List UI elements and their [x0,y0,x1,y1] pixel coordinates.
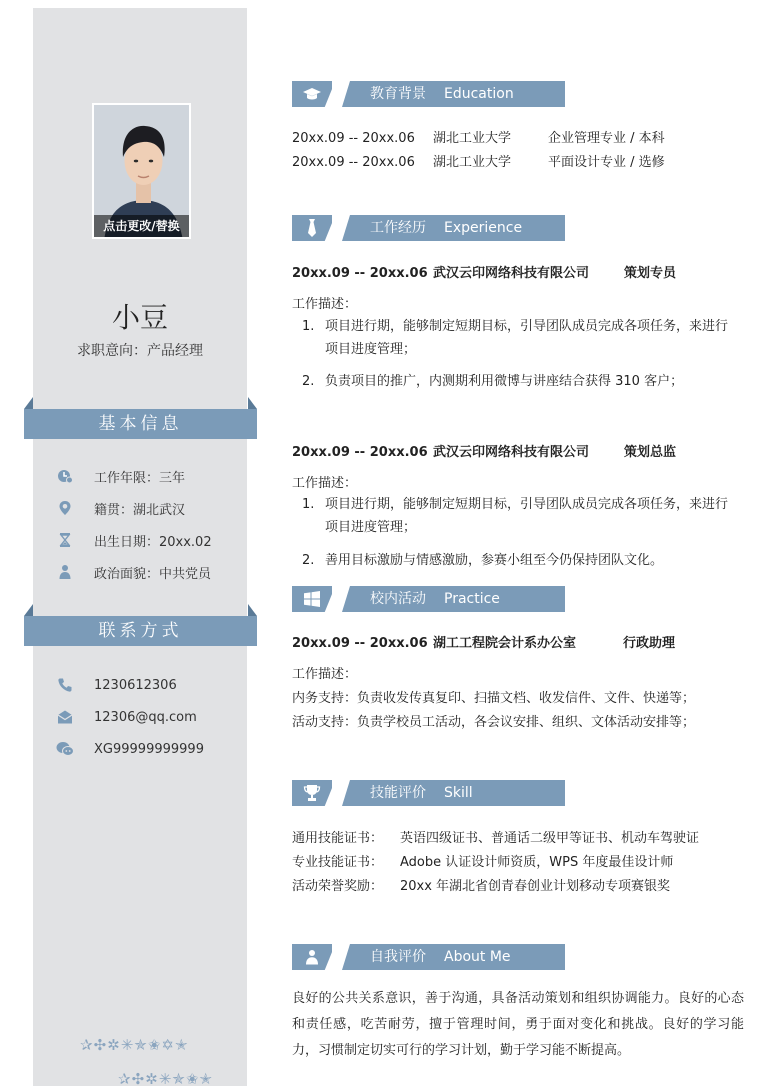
practice-org: 湖工工程院会计系办公室 [433,636,577,651]
skill-label: 专业技能证书： [292,855,384,870]
job-desc-label: 工作描述： [292,476,358,491]
education-period: 20xx.09 -- 20xx.06 [292,155,415,170]
job-company: 武汉云印网络科技有限公司 [433,445,590,460]
education-title-cn: 教育背景 [370,86,426,102]
skill-title-cn: 技能评价 [370,785,426,801]
skill-title-en: Skill [444,785,473,801]
skill-value: 20xx 年湖北省创青春创业计划移动专项赛银奖 [400,879,671,894]
practice-title-en: Practice [444,591,500,607]
education-period: 20xx.09 -- 20xx.06 [292,131,415,146]
basic-info-header: 基本信息 [24,409,257,439]
experience-title-en: Experience [444,220,523,236]
photo-caption[interactable]: 点击更改/替换 [94,215,189,237]
contact-item [56,733,246,765]
skill-value: Adobe 认证设计师资质，WPS 年度最佳设计师 [400,855,674,870]
practice-line: 内务支持：负责收发传真复印、扫描文档、收发信件、文件、快递等； [292,691,696,706]
job-duty-item: 1. 项目进行期，能够制定短期目标，引导团队成员完成各项任务，来进行项目进度管理； [302,497,729,535]
education-major: 平面设计专业 / 选修 [548,155,665,170]
contact-item [56,701,246,733]
practice-line: 活动支持：负责学校员工活动，各会议安排、组织、文体活动安排等； [292,715,696,730]
education-section-header [292,81,565,107]
decorative-stars: ✰✣✲✳✯✬✡✭ [80,1036,189,1054]
job-company: 武汉云印网络科技有限公司 [433,266,590,281]
chat-icon [56,740,74,758]
candidate-name: 小豆 [111,301,168,334]
job-period: 20xx.09 -- 20xx.06 [292,445,428,460]
about-text: 良好的公共关系意识，善于沟通，具备活动策划和组织协调能力。良好的心态和责任感，吃苦耐劳，擅于管理时间，勇于面对变化和挑战。良好的学习能力，习惯制定切实可行的学习计划，勤于学习能不断提高。 [292,991,744,1058]
job-intention: 求职意向：产品经理 [77,343,203,359]
experience-section-header [292,215,565,241]
practice-desc-label: 工作描述： [292,667,358,682]
job-duty-item: 1. 项目进行期，能够制定短期目标，引导团队成员完成各项任务，来进行项目进度管理； [302,319,729,357]
skill-label: 通用技能证书： [292,831,384,846]
contact-list [56,669,246,765]
wechat-id[interactable]: XG99999999999 [94,741,204,757]
job-role: 策划总监 [624,445,677,460]
job-period: 20xx.09 -- 20xx.06 [292,266,428,281]
email-address[interactable]: 12306@qq.com [94,709,197,725]
person-icon [56,563,74,581]
contact-item [56,669,246,701]
birthdate-text: 出生日期：20xx.02 [94,534,212,550]
job-desc-label: 工作描述： [292,297,358,312]
skill-row [292,851,673,870]
job-header [292,441,676,460]
practice-role: 行政助理 [623,636,676,651]
skill-label: 活动荣誉奖励： [292,879,384,894]
profile-photo[interactable] [92,103,191,239]
education-row [292,127,665,146]
about-title-en: About Me [444,949,511,965]
about-section-header [292,944,565,970]
skill-section-header [292,780,565,806]
political-status-text: 政治面貌：中共党员 [94,566,212,582]
phone-number[interactable]: 1230612306 [94,677,177,693]
basic-info-item [56,524,246,556]
location-pin-icon [56,499,74,517]
basic-info-item [56,460,246,492]
practice-period: 20xx.09 -- 20xx.06 [292,636,428,651]
education-school: 湖北工业大学 [433,155,512,170]
experience-title-cn: 工作经历 [370,220,426,236]
education-title-en: Education [444,86,514,102]
education-school: 湖北工业大学 [433,131,512,146]
education-major: 企业管理专业 / 本科 [548,131,665,146]
basic-info-list [56,460,246,588]
job-role: 策划专员 [624,266,677,281]
job-duty-item: 2. 负责项目的推广，内测期利用微博与讲座结合获得 310 客户； [302,374,684,389]
about-title-cn: 自我评价 [370,949,426,965]
work-years-text: 工作年限：三年 [94,470,186,486]
phone-icon [56,676,74,694]
skill-row [292,875,670,894]
practice-title-cn: 校内活动 [370,591,426,607]
education-row [292,151,665,170]
skill-value: 英语四级证书、普通话二级甲等证书、机动车驾驶证 [400,831,700,846]
basic-info-item [56,556,246,588]
mail-icon [56,708,74,726]
contact-header: 联系方式 [24,616,257,646]
practice-section-header [292,586,565,612]
job-duty-item: 2. 善用目标激励与情感激励，参赛小组至今仍保持团队文化。 [302,553,664,568]
job-header [292,262,676,281]
hometown-text: 籍贯：湖北武汉 [94,502,186,518]
practice-header [292,632,675,651]
skill-row [292,827,699,846]
hourglass-icon [56,531,74,549]
decorative-stars: ✰✣✲✳✯✬✭ [118,1070,213,1086]
clock-icon [56,467,74,485]
basic-info-item [56,492,246,524]
